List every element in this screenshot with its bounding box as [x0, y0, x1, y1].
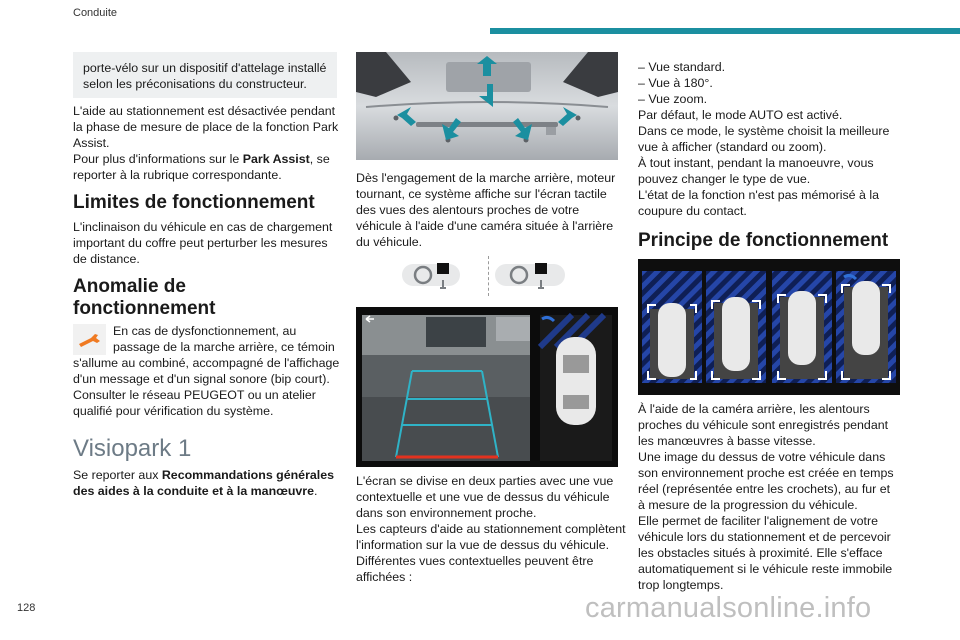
split-paragraph: L'écran se divise en deux parties avec une vue contextuelle et une vue de dessus du véhicule dans son environnement proche.: [356, 474, 614, 520]
warning-lamp-icon: [73, 324, 106, 355]
steering-wheel-icon: [402, 258, 460, 294]
heading-principe: Principe de fonctionnement: [638, 230, 889, 251]
top-view-sequence-image: [638, 259, 900, 395]
list-item: – Vue standard.: [638, 60, 726, 74]
capteurs-paragraph: Les capteurs d'aide au stationnement complètent l'information sur la vue de dessus du véhicule.: [356, 522, 626, 552]
list-item: – Vue zoom.: [638, 92, 708, 106]
etat-paragraph: L'état de la fonction n'est pas mémorisé à la coupure du contact.: [638, 188, 879, 218]
visio-bold: Recommandations générales des aides à la conduite et à la manœuvre: [73, 468, 335, 498]
principe-paragraph-3: Elle permet de faciliter l'alignement de votre véhicule lors du stationnement et de percevoir les obstacles situés à proximité. Elle s'efface automatiquement si le véhicule reste immobile trop longtemps.: [638, 514, 893, 592]
watermark-text: carmanualsonline.info: [585, 592, 872, 624]
heading-limites: Limites de fonctionnement: [73, 192, 315, 213]
principe-paragraph-1: À l'aide de la caméra arrière, les alentours proches du véhicule sont enregistrés pendant les manœuvres à basse vitesse.: [638, 402, 889, 448]
header-accent-bar: [490, 28, 960, 34]
engage-paragraph: Dès l'engagement de la marche arrière, moteur tournant, ce système affiche sur l'écran tactile des vues des alentours proches de votre véhicule à l'aide d'une caméra située à l'arrière du véhicule.: [356, 171, 616, 249]
anomalie-paragraph: s'allume au combiné, accompagné de l'affichage d'un message et d'un signal sonore (bip court).: [73, 356, 340, 386]
page-number: 128: [17, 602, 36, 614]
heading-visiopark: Visiopark 1: [73, 435, 192, 462]
anomalie-line-2: passage de la marche arrière, ce témoin: [113, 340, 335, 354]
limites-paragraph: L'inclinaison du véhicule en cas de chargement important du coffre peut perturber les mesures de distance.: [73, 220, 333, 266]
auto-paragraph: Par défaut, le mode AUTO est activé.: [638, 108, 843, 122]
section-title: Conduite: [73, 7, 118, 19]
anomalie-line-1: En cas de dysfonctionnement, au: [113, 324, 297, 338]
note-box: [73, 52, 337, 98]
ref-bold: Park Assist: [242, 152, 310, 166]
visio-end: .: [314, 484, 318, 498]
heading-anomalie-2: fonctionnement: [73, 298, 216, 319]
note-text: porte-vélo sur un dispositif d'attelage installé selon les préconisations du constructeur.: [83, 61, 327, 91]
list-item: – Vue à 180°.: [638, 76, 713, 90]
choix-paragraph: Dans ce mode, le système choisit la meilleure vue à afficher (standard ou zoom).: [638, 124, 890, 154]
anomalie-consult: Consulter le réseau PEUGEOT ou un atelier qualifié pour vérification du système.: [73, 388, 316, 418]
ref-text-2: , se reporter à la rubrique correspondante.: [73, 152, 330, 182]
vues-paragraph: Différentes vues contextuelles peuvent être affichées :: [356, 554, 594, 584]
visio-text: Se reporter aux: [73, 468, 162, 482]
steering-wheel-icon: [495, 258, 565, 294]
heading-anomalie-1: Anomalie de: [73, 276, 186, 297]
divider: [488, 256, 490, 296]
instant-paragraph: À tout instant, pendant la manoeuvre, vous pouvez changer le type de vue.: [638, 156, 874, 186]
rear-camera-sensors-image: [356, 52, 618, 160]
park-assist-paragraph: L'aide au stationnement est désactivée pendant la phase de mesure de place de la fonction Park Assist.: [73, 104, 339, 150]
park-assist-reference: [73, 151, 341, 183]
ref-text-1: Pour plus d'informations sur le: [73, 152, 243, 166]
camera-display-image: [356, 307, 618, 467]
visiopark-reference: [73, 467, 341, 499]
principe-paragraph-2: Une image du dessus de votre véhicule dans son environnement proche est créée en temps réel (représentée entre les crochets), au fur et à mesure de la progression du véhicule.: [638, 450, 894, 512]
